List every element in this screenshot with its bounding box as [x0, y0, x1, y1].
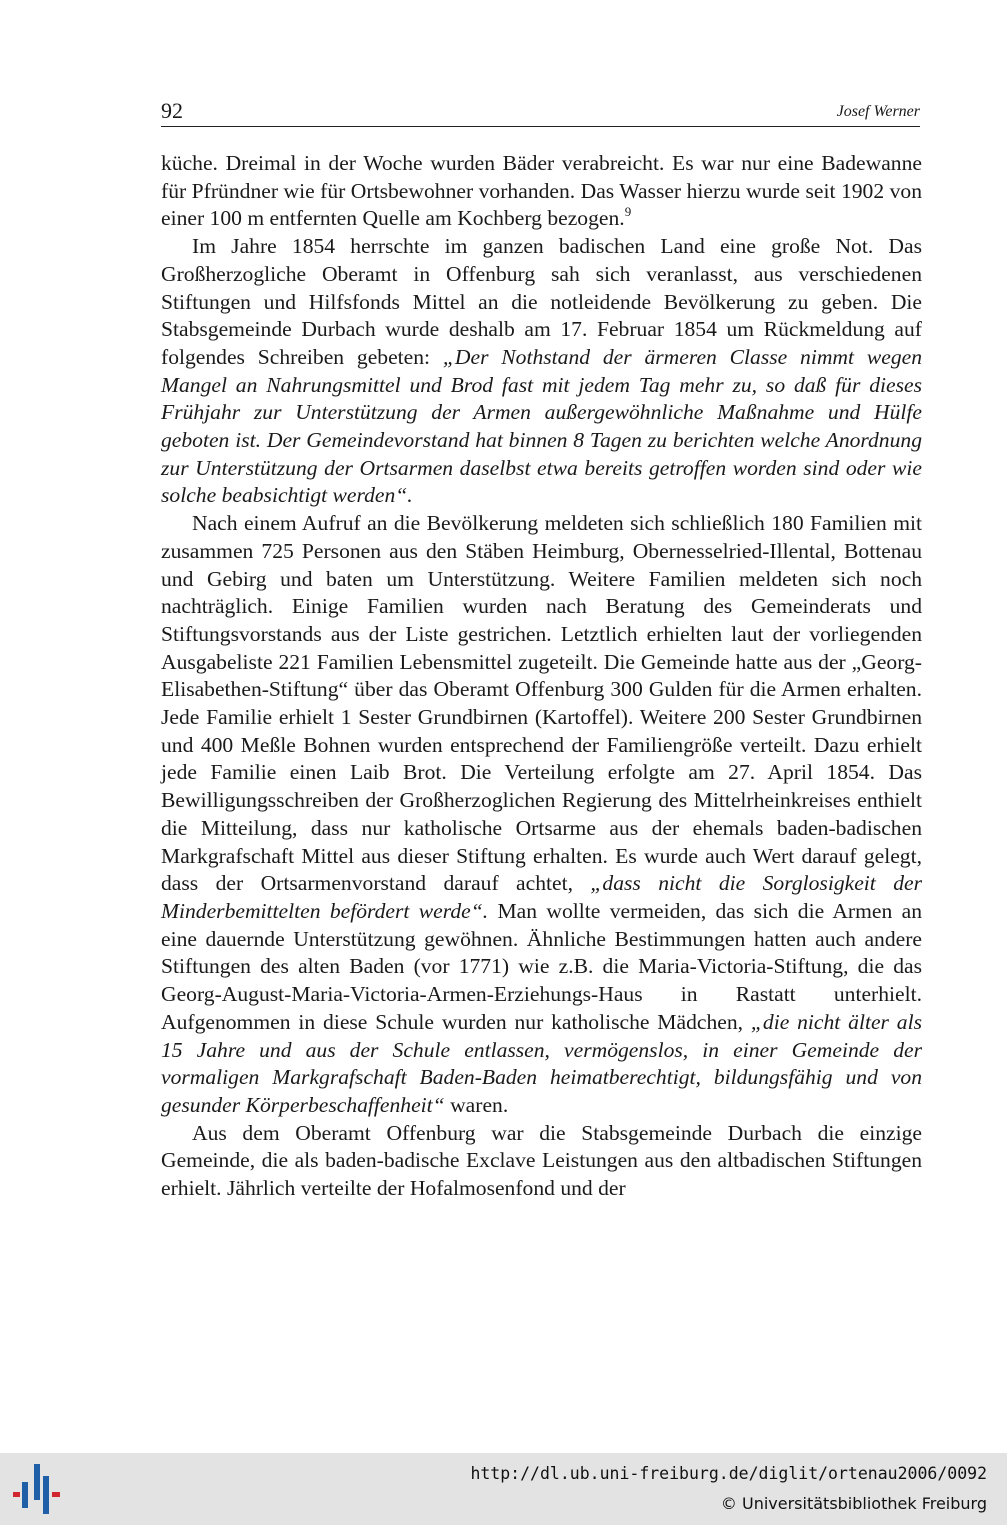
page-header: [161, 96, 920, 127]
text-run: Aus dem Oberamt Offenburg war die Stabsgemeinde Durbach die einzige Gemeinde, die als baden-badische Exclave Leistungen aus den altbadischen Stiftungen erhielt. Jährlich verteilte der Hofalmosenfond und der: [161, 1120, 922, 1201]
document-url-link[interactable]: http://dl.ub.uni-freiburg.de/diglit/ortenau2006/0092: [470, 1464, 987, 1483]
ub-freiburg-logo-icon[interactable]: [12, 1462, 64, 1516]
viewer-footer: [0, 1453, 1007, 1525]
running-header-author: Josef Werner: [836, 103, 920, 120]
quotation: „die nicht älter als 15 Jahre und aus der Schule entlassen, vermögenslos, in einer Gemeinde der vormaligen Markgrafschaft Baden-Baden heimatberechtigt, bildungsfähig und von gesunder Körperbeschaffenheit“: [161, 1009, 922, 1117]
quotation: „Der Nothstand der ärmeren Classe nimmt wegen Mangel an Nahrungsmittel und Brod fast mit jedem Tag mehr zu, so daß für dieses Frühjahr zur Unterstützung der Armen außergewöhnliche Maßnahme und Hülfe geboten ist. Der Gemeindevorstand hat binnen 8 Tagen zu berichten welche Anordnung zur Unterstützung der Ortsarmen daselbst etwa bereits getroffen worden sind oder wie solche beabsichtigt werden“.: [161, 344, 922, 508]
text-run: küche. Dreimal in der Woche wurden Bäder verabreicht. Es war nur eine Badewanne für Pfründner wie für Ortsbewohner vorhanden. Das Wasser hierzu wurde seit 1902 von einer 100 m entfernten Quelle am Kochberg bezogen.: [161, 151, 922, 231]
footnote-reference: 9: [624, 204, 632, 220]
body-text: [161, 150, 922, 1203]
text-run: waren.: [444, 1092, 509, 1117]
quotation: „dass nicht die Sorglosigkeit der Minderbemittelten befördert werde“.: [161, 871, 922, 923]
text-run: Nach einem Aufruf an die Bevölkerung meldeten sich schließlich 180 Familien mit zusammen 725 Personen aus den Stäben Heimburg, Obernesselried-Illental, Bottenau und Gebirg und baten um Unterstützung. Weitere Familien meldeten sich noch nachträglich. Einige Familien wurden nach Beratung des Gemeinderats und Stiftungsvorstands aus der Liste gestrichen. Letztlich erhielten laut der vorliegenden Ausgabeliste 221 Familien Lebensmittel zugeteilt. Die Gemeinde hatte aus der „Georg-Elisabethen-Stiftung“ über das Oberamt Offenburg 300 Gulden für die Armen erhalten. Jede Familie erhielt 1 Sester Grundbirnen (Kartoffel). Weitere 200 Sester Grundbirnen und 400 Meßle Bohnen wurden entsprechend der Familiengröße verteilt. Dazu erhielt jede Familie einen Laib Brot. Die Verteilung erfolgte am 27. April 1854. Das Bewilligungsschreiben der Großherzoglichen Regierung des Mittelrheinkreises enthielt die Mitteilung, dass nur katholische Ortsarme aus der ehemals baden-badischen Markgrafschaft Mittel aus dieser Stiftung erhalten. Es wurde auch Wert darauf gelegt, dass der Ortsarmenvorstand darauf achtet,: [161, 511, 922, 896]
paragraph: [161, 150, 922, 233]
text-run: Man wollte vermeiden, das sich die Armen an eine dauernde Unterstützung gewöhnen. Ähnliche Bestimmungen hatten auch andere Stiftungen des alten Baden (vor 1771) wie z.B. die Maria-Victoria-Stiftung, die das Georg-August-Maria-Victoria-Armen-Erziehungs-Haus in Rastatt unterhielt. Aufgenommen in diese Schule wurden nur katholische Mädchen,: [161, 898, 922, 1034]
page-number: 92: [161, 98, 183, 123]
copyright-notice: © Universitätsbibliothek Freiburg: [720, 1494, 987, 1513]
text-run: Im Jahre 1854 herrschte im ganzen badischen Land eine große Not. Das Großherzogliche Oberamt in Offenburg sah sich veranlasst, aus verschiedenen Stiftungen und Hilfsfonds Mittel an die notleidende Bevölkerung zu geben. Die Stabsgemeinde Durbach wurde deshalb am 17. Februar 1854 um Rückmeldung auf folgendes Schreiben gebeten:: [161, 234, 922, 369]
paragraph: [161, 233, 922, 510]
paragraph: [161, 510, 922, 1119]
paragraph: [161, 1120, 922, 1203]
